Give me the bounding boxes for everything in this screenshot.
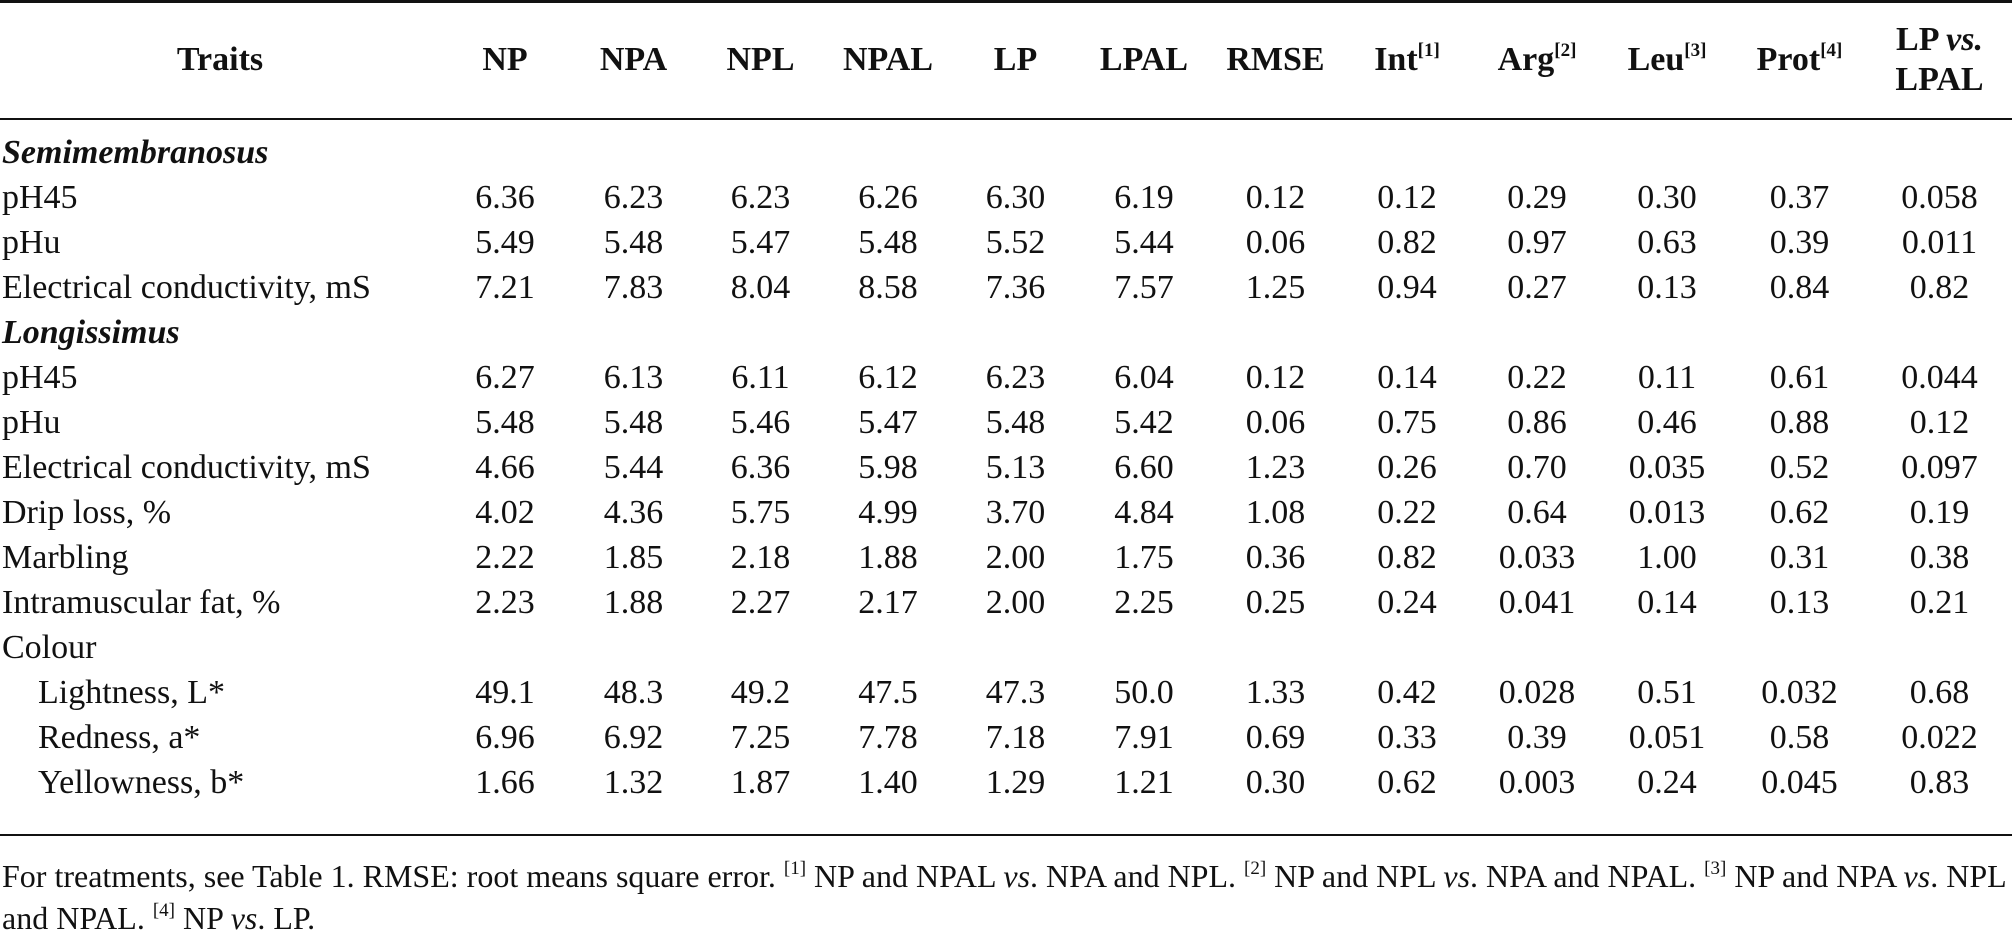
table-row — [0, 445, 2012, 490]
table-row — [0, 490, 2012, 535]
column-header-label: LPAL — [1895, 61, 1984, 98]
table-cell: 0.70 — [1507, 449, 1567, 486]
table-cell: 0.30 — [1637, 179, 1697, 216]
table-cell: 1.88 — [858, 539, 918, 576]
table-cell: 4.99 — [858, 494, 918, 531]
table-cell: 5.47 — [730, 224, 791, 261]
table-cell: 0.94 — [1377, 269, 1437, 306]
table-cell: 5.47 — [858, 404, 918, 441]
table-cell — [1079, 625, 1209, 670]
table-cell — [1867, 625, 2012, 670]
table-cell: 0.82 — [1909, 269, 1970, 306]
column-header-label: RMSE — [1226, 41, 1325, 78]
footnote-text: . NPL and NPAL. — [2, 858, 2006, 936]
table-cell: 2.22 — [475, 539, 535, 576]
spacer-cell — [0, 120, 2012, 130]
table-cell: 0.22 — [1507, 359, 1567, 396]
table-cell: 4.84 — [1114, 494, 1174, 531]
table-cell: 0.29 — [1507, 179, 1567, 216]
table-cell: 7.57 — [1114, 269, 1174, 306]
footnote-marker: [1] — [1417, 40, 1440, 61]
trait-label: Electrical conductivity, mS — [2, 449, 371, 486]
table-cell: 1.88 — [603, 584, 664, 621]
table-cell — [440, 625, 570, 670]
table-cell — [824, 625, 952, 670]
table-cell: 0.84 — [1769, 269, 1830, 306]
table-cell: 8.04 — [730, 269, 791, 306]
trait-label: Marbling — [2, 539, 129, 576]
trait-label: pHu — [2, 224, 61, 261]
table-cell — [952, 625, 1079, 670]
table-cell: 6.19 — [1114, 179, 1174, 216]
footnote-vs: vs — [1903, 858, 1931, 894]
footnote-marker: [3] — [1684, 40, 1707, 61]
table-cell: 5.75 — [730, 494, 791, 531]
table-cell: 5.52 — [985, 224, 1046, 261]
footnote-text: NP — [174, 900, 231, 936]
footnote-text: . NPA and NPL. — [1030, 858, 1245, 894]
table-cell: 6.36 — [475, 179, 535, 216]
footnote-text: For treatments, see Table 1. RMSE: root means square error. — [2, 858, 784, 894]
table-cell: 47.3 — [985, 674, 1046, 711]
table-cell: 49.1 — [475, 674, 535, 711]
table-cell: 0.36 — [1245, 539, 1306, 576]
column-header-label: Int — [1374, 41, 1418, 78]
table-cell: 0.86 — [1507, 404, 1567, 441]
footnote-text: . NPA and NPAL. — [1470, 858, 1705, 894]
table-cell: 7.36 — [985, 269, 1046, 306]
table-cell: 7.78 — [858, 719, 918, 756]
table-cell: 0.37 — [1769, 179, 1830, 216]
column-header — [1472, 0, 1602, 120]
table-cell: 1.87 — [730, 764, 791, 801]
table-cell: 2.25 — [1114, 584, 1174, 621]
footnote-vs: vs — [230, 900, 258, 936]
table-cell: 5.48 — [603, 404, 664, 441]
table-cell: 0.97 — [1507, 224, 1567, 261]
table-cell: 7.83 — [603, 269, 664, 306]
table-cell: 8.58 — [858, 269, 918, 306]
column-header — [1732, 0, 1867, 120]
column-header — [570, 0, 697, 120]
table-cell: 0.52 — [1769, 449, 1830, 486]
table-cell: 1.66 — [475, 764, 535, 801]
table-cell: 0.12 — [1377, 179, 1437, 216]
table-cell: 6.96 — [475, 719, 535, 756]
table-cell: 0.61 — [1769, 359, 1830, 396]
column-header-label: Leu — [1627, 41, 1685, 78]
footnote-text: NP and NPA — [1726, 858, 1904, 894]
trait-label: pHu — [2, 404, 61, 441]
table-cell: 6.27 — [475, 359, 535, 396]
table-cell: 1.85 — [603, 539, 664, 576]
table-cell: 0.33 — [1377, 719, 1437, 756]
trait-label: Intramuscular fat, % — [2, 584, 281, 621]
table-cell: 4.02 — [475, 494, 535, 531]
table-row — [0, 175, 2012, 220]
table-cell: 6.23 — [985, 359, 1046, 396]
table-row — [0, 715, 2012, 760]
table-cell: 48.3 — [603, 674, 664, 711]
table-cell: 0.045 — [1761, 764, 1838, 801]
footnote-vs: vs — [1443, 858, 1471, 894]
table-cell: 6.30 — [985, 179, 1046, 216]
table-cell: 6.60 — [1114, 449, 1174, 486]
table-cell: 5.48 — [603, 224, 664, 261]
table-cell: 6.04 — [1114, 359, 1174, 396]
table-cell: 0.46 — [1637, 404, 1697, 441]
section-heading-row — [0, 310, 2012, 355]
table-cell: 1.40 — [858, 764, 918, 801]
table-cell: 0.028 — [1498, 674, 1576, 711]
table-cell: 6.13 — [603, 359, 664, 396]
table-cell: 5.48 — [858, 224, 918, 261]
table-cell: 3.70 — [985, 494, 1046, 531]
table-cell: 0.27 — [1507, 269, 1567, 306]
table-cell: 49.2 — [730, 674, 791, 711]
column-header — [824, 0, 952, 120]
table-cell: 0.51 — [1637, 674, 1697, 711]
table-cell: 0.06 — [1245, 404, 1306, 441]
table-cell: 0.62 — [1769, 494, 1830, 531]
trait-label: pH45 — [2, 359, 78, 396]
table-cell: 0.14 — [1637, 584, 1697, 621]
table-cell: 4.36 — [603, 494, 664, 531]
footnote-vs: vs — [1003, 858, 1031, 894]
table-row — [0, 625, 2012, 670]
table-cell: 7.25 — [730, 719, 791, 756]
table-row — [0, 670, 2012, 715]
table-cell: 0.003 — [1498, 764, 1576, 801]
column-header-label: LP — [1896, 21, 1938, 58]
table-cell: 0.11 — [1637, 359, 1697, 396]
table-cell: 0.12 — [1245, 179, 1306, 216]
table-cell: 0.63 — [1637, 224, 1697, 261]
table-cell: 5.44 — [1114, 224, 1174, 261]
table-cell: 0.68 — [1909, 674, 1970, 711]
footnote-marker: [4] — [1820, 40, 1843, 61]
table-cell: 0.82 — [1377, 539, 1437, 576]
table-cell: 5.44 — [603, 449, 664, 486]
table-cell: 0.033 — [1498, 539, 1576, 576]
table-cell: 4.66 — [475, 449, 535, 486]
table-cell: 0.013 — [1628, 494, 1706, 531]
table-cell: 0.26 — [1377, 449, 1437, 486]
table-cell: 0.12 — [1245, 359, 1306, 396]
table-cell: 6.36 — [730, 449, 791, 486]
table-cell: 0.058 — [1901, 179, 1978, 216]
table-cell: 0.25 — [1245, 584, 1306, 621]
header-spacer — [0, 120, 2012, 130]
column-header-label: Prot — [1756, 41, 1821, 78]
table-body — [0, 120, 2012, 805]
table-cell: 0.83 — [1909, 764, 1970, 801]
column-header-label: NPAL — [842, 41, 934, 78]
table-cell — [1472, 625, 1602, 670]
footnote-marker: [2] — [1244, 858, 1267, 879]
column-header — [1209, 0, 1342, 120]
section-title: Longissimus — [2, 314, 180, 351]
table-cell: 2.00 — [985, 539, 1046, 576]
trait-label: Electrical conductivity, mS — [2, 269, 371, 306]
table-row — [0, 220, 2012, 265]
table-cell: 0.041 — [1498, 584, 1576, 621]
trait-label: Redness, a* — [38, 719, 201, 756]
table-cell: 7.91 — [1114, 719, 1174, 756]
table-cell: 0.39 — [1769, 224, 1830, 261]
column-header-label: LPAL — [1099, 41, 1189, 78]
table-cell: 1.32 — [603, 764, 664, 801]
column-header — [1602, 0, 1732, 120]
column-header — [1867, 0, 2012, 120]
table-cell: 6.23 — [603, 179, 664, 216]
table-cell: 2.23 — [475, 584, 535, 621]
column-header — [440, 0, 570, 120]
table-cell: 0.69 — [1245, 719, 1306, 756]
table-cell: 0.097 — [1901, 449, 1978, 486]
table-cell: 1.00 — [1637, 539, 1697, 576]
table-cell: 2.17 — [858, 584, 918, 621]
table-cell: 2.27 — [730, 584, 791, 621]
section-heading-row — [0, 130, 2012, 175]
table-cell: 6.11 — [731, 359, 790, 396]
footnote-marker: [1] — [783, 858, 807, 879]
column-header — [952, 0, 1079, 120]
table-bottom-rule — [0, 834, 2012, 836]
table-cell: 1.25 — [1245, 269, 1306, 306]
trait-label: Drip loss, % — [2, 494, 172, 531]
trait-label: Lightness, L* — [38, 674, 225, 711]
table-cell: 5.13 — [985, 449, 1046, 486]
table-cell: 0.21 — [1909, 584, 1970, 621]
table-cell: 0.22 — [1377, 494, 1437, 531]
table-cell: 50.0 — [1114, 674, 1174, 711]
column-header-label: Traits — [176, 41, 264, 78]
table-cell: 6.26 — [858, 179, 918, 216]
table-cell: 0.31 — [1769, 539, 1830, 576]
table-cell: 1.29 — [985, 764, 1046, 801]
table-cell: 5.48 — [475, 404, 535, 441]
table-cell — [1209, 625, 1342, 670]
table-cell: 1.08 — [1245, 494, 1306, 531]
table-cell: 0.022 — [1901, 719, 1978, 756]
column-header-label: LP — [993, 41, 1038, 78]
table-row — [0, 580, 2012, 625]
table-cell: 5.42 — [1114, 404, 1174, 441]
table-cell: 0.13 — [1769, 584, 1830, 621]
column-header-vs: vs. — [1946, 21, 1983, 58]
table-cell: 0.88 — [1769, 404, 1830, 441]
table-cell: 0.75 — [1377, 404, 1437, 441]
table-cell: 6.92 — [603, 719, 664, 756]
column-header-label: NPA — [599, 41, 668, 78]
footnote-text: NP and NPL — [1266, 858, 1444, 894]
footnote-text: NP and NPAL — [806, 858, 1004, 894]
footnote-marker: [2] — [1554, 40, 1577, 61]
column-header — [0, 0, 440, 120]
table-cell: 0.14 — [1377, 359, 1437, 396]
table-cell: 0.42 — [1377, 674, 1437, 711]
table-cell: 0.24 — [1377, 584, 1437, 621]
table-cell: 0.044 — [1901, 359, 1978, 396]
trait-label: Yellowness, b* — [38, 764, 245, 801]
table-cell: 0.64 — [1507, 494, 1567, 531]
table-cell: 0.035 — [1628, 449, 1706, 486]
column-header-label: NPL — [726, 41, 795, 78]
trait-label: pH45 — [2, 179, 78, 216]
footnote-marker: [4] — [152, 900, 175, 921]
table-cell — [570, 625, 697, 670]
column-header — [1342, 0, 1472, 120]
table-cell: 5.49 — [475, 224, 535, 261]
table-cell: 1.23 — [1245, 449, 1306, 486]
table-cell: 0.38 — [1909, 539, 1970, 576]
table-row — [0, 535, 2012, 580]
table-cell — [1602, 625, 1732, 670]
table-cell: 0.62 — [1377, 764, 1437, 801]
table-cell: 5.46 — [730, 404, 791, 441]
column-header — [697, 0, 824, 120]
column-header-label: NP — [482, 41, 528, 78]
footnote-text: . LP. — [257, 900, 316, 936]
table-cell: 5.48 — [985, 404, 1046, 441]
table-cell: 0.58 — [1769, 719, 1830, 756]
table-cell — [697, 625, 824, 670]
table-header — [0, 0, 2012, 120]
table-cell: 1.21 — [1114, 764, 1174, 801]
trait-label: Colour — [2, 629, 97, 666]
column-header-label: Arg — [1497, 41, 1555, 78]
table-cell: 1.75 — [1114, 539, 1174, 576]
table-row — [0, 265, 2012, 310]
table-cell: 0.19 — [1909, 494, 1970, 531]
table-cell: 0.13 — [1637, 269, 1697, 306]
table-cell: 1.33 — [1245, 674, 1306, 711]
table-cell: 7.21 — [475, 269, 535, 306]
table-cell: 0.06 — [1245, 224, 1306, 261]
table-cell: 6.12 — [858, 359, 918, 396]
table-cell: 6.23 — [730, 179, 791, 216]
table-cell: 0.82 — [1377, 224, 1437, 261]
table-row — [0, 355, 2012, 400]
table-row — [0, 400, 2012, 445]
table-cell: 2.18 — [730, 539, 791, 576]
table-cell: 47.5 — [858, 674, 918, 711]
table-cell: 0.011 — [1901, 224, 1978, 261]
table-cell — [1732, 625, 1867, 670]
table-cell: 0.39 — [1507, 719, 1567, 756]
table-cell: 5.98 — [858, 449, 918, 486]
table-cell: 0.12 — [1909, 404, 1970, 441]
column-header — [1079, 0, 1209, 120]
table-cell: 7.18 — [985, 719, 1046, 756]
table-cell: 2.00 — [985, 584, 1046, 621]
table-row — [0, 760, 2012, 805]
section-title: Semimembranosus — [2, 134, 269, 171]
table-cell: 0.30 — [1245, 764, 1306, 801]
table-cell: 0.032 — [1761, 674, 1838, 711]
table-cell — [1342, 625, 1472, 670]
footnote-marker: [3] — [1704, 858, 1727, 879]
table-cell: 0.051 — [1628, 719, 1706, 756]
table-cell: 0.24 — [1637, 764, 1697, 801]
table-footnote — [2, 855, 2006, 939]
